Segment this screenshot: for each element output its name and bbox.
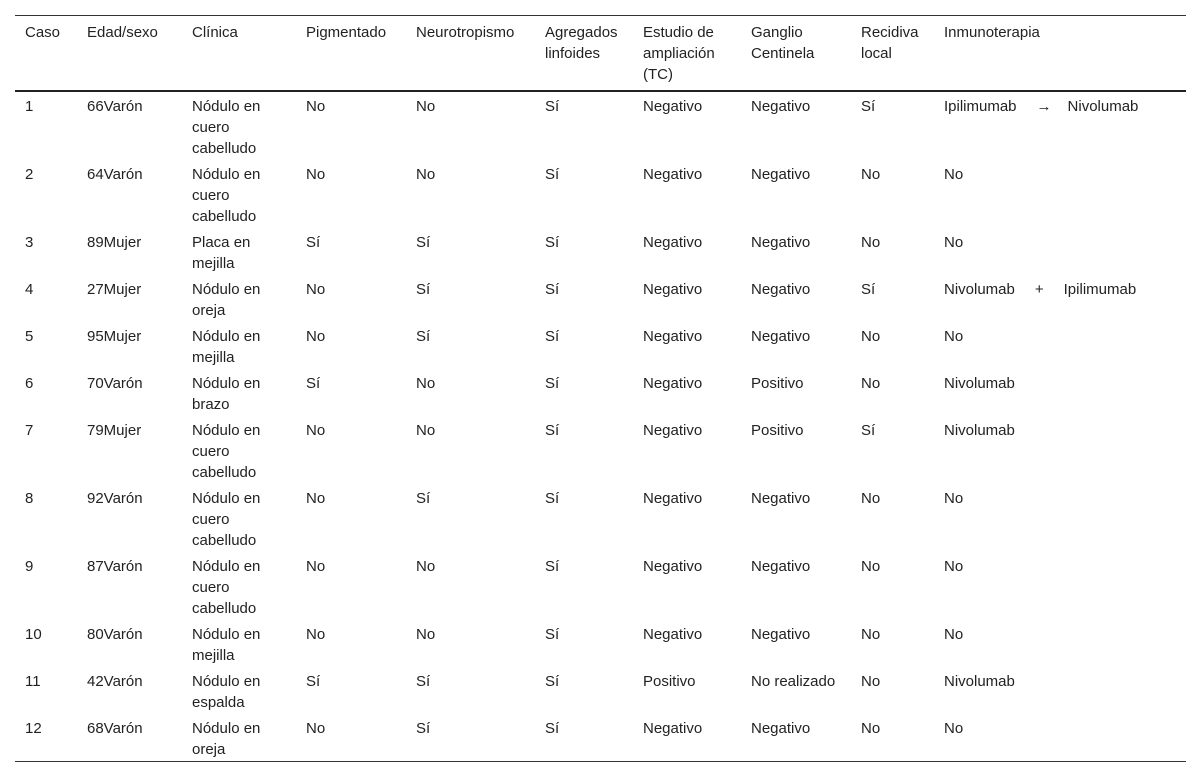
cell-pigmentado: No [306,166,326,183]
cell-pigmentado: No [306,626,326,643]
table-row [15,667,1186,714]
cell-caso: 4 [25,281,34,298]
cell-estudio-ampliacion: Negativo [643,234,703,251]
cell-clinica: Placa en mejilla [192,234,251,272]
cell-clinica: Nódulo en brazo [192,375,261,413]
cell-caso: 5 [25,328,34,345]
cell-clinica: Nódulo en oreja [192,720,261,758]
cell-agregados-linfoides: Sí [545,234,560,251]
header-recidiva-local: Recidiva local [861,24,919,62]
cell-clinica: Nódulo en cuero cabelludo [192,98,261,157]
table-row [15,369,1186,416]
cell-edad-sexo: 66Varón [87,98,143,115]
table-row [15,620,1186,667]
cell-estudio-ampliacion: Negativo [643,626,703,643]
inmunoterapia-drug-first: Nivolumab [944,422,1015,439]
cell-caso: 8 [25,490,34,507]
cell-inmunoterapia [934,275,1186,322]
table-row [15,322,1186,369]
cell-recidiva-local: Sí [861,281,876,298]
cell-agregados-linfoides: Sí [545,558,560,575]
cell-ganglio-centinela: Negativo [751,234,811,251]
cell-pigmentado: No [306,98,326,115]
cell-recidiva-local: No [861,490,881,507]
cell-clinica: Nódulo en cuero cabelludo [192,490,261,549]
inmunoterapia-drug-first: No [944,626,964,643]
cell-agregados-linfoides: Sí [545,166,560,183]
cell-pigmentado: Sí [306,375,321,392]
inmunoterapia-drug-first: Nivolumab [944,281,1015,298]
cell-pigmentado: No [306,328,326,345]
inmunoterapia-drug-second: Ipilimumab [1063,281,1137,298]
table-header [15,16,1186,92]
cell-estudio-ampliacion: Negativo [643,422,703,439]
inmunoterapia-drug-first: No [944,720,964,737]
combination-plus-sign: + [1034,281,1044,298]
cell-neurotropismo: Sí [416,673,431,690]
cell-recidiva-local: No [861,558,881,575]
table-body [15,91,1186,762]
header-pigmentado: Pigmentado [306,24,387,41]
table-row [15,275,1186,322]
header-agregados-linfoides: Agregados linfoides [545,24,618,62]
inmunoterapia-drug-first: Ipilimumab [944,98,1017,115]
cell-ganglio-centinela: Negativo [751,328,811,345]
cell-pigmentado: No [306,558,326,575]
cell-estudio-ampliacion: Negativo [643,558,703,575]
cell-recidiva-local: No [861,626,881,643]
cell-edad-sexo: 79Mujer [87,422,142,439]
cell-caso: 10 [25,626,42,643]
table-row [15,91,1186,160]
cell-agregados-linfoides: Sí [545,281,560,298]
header-clinica: Clínica [192,24,238,41]
header-neurotropismo: Neurotropismo [416,24,515,41]
inmunoterapia-drug-first: No [944,490,964,507]
header-ganglio-centinela: Ganglio Centinela [751,24,815,62]
cell-estudio-ampliacion: Negativo [643,281,703,298]
cell-recidiva-local: No [861,166,881,183]
cell-clinica: Nódulo en espalda [192,673,261,711]
cell-neurotropismo: No [416,626,436,643]
cell-estudio-ampliacion: Negativo [643,490,703,507]
cell-neurotropismo: No [416,422,436,439]
cell-inmunoterapia [934,620,1186,667]
cell-ganglio-centinela: Negativo [751,281,811,298]
cell-neurotropismo: Sí [416,328,431,345]
cell-inmunoterapia [934,552,1186,620]
cell-caso: 1 [25,98,34,115]
cell-agregados-linfoides: Sí [545,328,560,345]
header-inmunoterapia: Inmunoterapia [944,24,1040,41]
cell-neurotropismo: Sí [416,281,431,298]
cell-pigmentado: No [306,490,326,507]
cell-caso: 3 [25,234,34,251]
cell-clinica: Nódulo en cuero cabelludo [192,422,261,481]
cell-ganglio-centinela: Negativo [751,490,811,507]
cell-ganglio-centinela: Negativo [751,720,811,737]
cell-neurotropismo: No [416,558,436,575]
cell-recidiva-local: No [861,328,881,345]
table-row [15,552,1186,620]
inmunoterapia-drug-first: Nivolumab [944,375,1015,392]
cell-agregados-linfoides: Sí [545,720,560,737]
cell-neurotropismo: Sí [416,234,431,251]
cell-estudio-ampliacion: Negativo [643,328,703,345]
cell-edad-sexo: 87Varón [87,558,143,575]
cell-edad-sexo: 27Mujer [87,281,142,298]
inmunoterapia-drug-first: Nivolumab [944,673,1015,690]
cases-table [15,15,1186,762]
inmunoterapia-drug-first: No [944,328,964,345]
cell-inmunoterapia [934,160,1186,228]
cell-agregados-linfoides: Sí [545,673,560,690]
cell-inmunoterapia [934,228,1186,275]
cell-edad-sexo: 95Mujer [87,328,142,345]
cell-caso: 6 [25,375,34,392]
cell-caso: 2 [25,166,34,183]
cell-pigmentado: No [306,422,326,439]
cell-recidiva-local: Sí [861,422,876,439]
cell-inmunoterapia [934,416,1186,484]
cell-ganglio-centinela: Positivo [751,375,804,392]
inmunoterapia-drug-first: No [944,166,964,183]
cell-edad-sexo: 70Varón [87,375,143,392]
header-edad-sexo: Edad/sexo [87,24,158,41]
cell-ganglio-centinela: Negativo [751,558,811,575]
cell-clinica: Nódulo en cuero cabelludo [192,558,261,617]
cell-clinica: Nódulo en mejilla [192,328,261,366]
cell-agregados-linfoides: Sí [545,375,560,392]
cell-estudio-ampliacion: Negativo [643,166,703,183]
cell-clinica: Nódulo en mejilla [192,626,261,664]
cell-inmunoterapia [934,484,1186,552]
cell-caso: 12 [25,720,42,737]
cell-ganglio-centinela: Negativo [751,626,811,643]
cell-agregados-linfoides: Sí [545,626,560,643]
cell-inmunoterapia [934,369,1186,416]
cell-edad-sexo: 64Varón [87,166,143,183]
table-row [15,714,1186,762]
inmunoterapia-drug-first: No [944,558,964,575]
cell-recidiva-local: No [861,375,881,392]
cell-ganglio-centinela: Negativo [751,98,811,115]
cell-clinica: Nódulo en cuero cabelludo [192,166,261,225]
cell-caso: 11 [25,673,41,690]
cell-neurotropismo: No [416,98,436,115]
cell-edad-sexo: 68Varón [87,720,143,737]
cell-inmunoterapia [934,91,1186,160]
cell-neurotropismo: No [416,166,436,183]
cell-inmunoterapia [934,667,1186,714]
cell-ganglio-centinela: Positivo [751,422,804,439]
table-row [15,160,1186,228]
cell-caso: 7 [25,422,34,439]
cell-ganglio-centinela: No realizado [751,673,836,690]
cell-estudio-ampliacion: Negativo [643,375,703,392]
cell-estudio-ampliacion: Positivo [643,673,696,690]
table-container [15,15,1186,762]
cell-neurotropismo: Sí [416,720,431,737]
cell-recidiva-local: No [861,673,881,690]
inmunoterapia-drug-second: Nivolumab [1067,98,1139,115]
cell-recidiva-local: No [861,234,881,251]
cell-agregados-linfoides: Sí [545,422,560,439]
header-row [15,16,1186,92]
header-caso: Caso [25,24,61,41]
cell-recidiva-local: No [861,720,881,737]
table-row [15,228,1186,275]
header-estudio-ampliacion: Estudio de ampliación (TC) [643,24,715,83]
cell-estudio-ampliacion: Negativo [643,720,703,737]
cell-neurotropismo: No [416,375,436,392]
cell-pigmentado: No [306,720,326,737]
cell-edad-sexo: 80Varón [87,626,143,643]
cell-edad-sexo: 42Varón [87,673,143,690]
table-row [15,484,1186,552]
cell-estudio-ampliacion: Negativo [643,98,703,115]
cell-edad-sexo: 89Mujer [87,234,142,251]
cell-neurotropismo: Sí [416,490,431,507]
cell-recidiva-local: Sí [861,98,876,115]
cell-pigmentado: No [306,281,326,298]
cell-clinica: Nódulo en oreja [192,281,261,319]
cell-caso: 9 [25,558,34,575]
cell-agregados-linfoides: Sí [545,98,560,115]
cell-pigmentado: Sí [306,673,321,690]
cell-edad-sexo: 92Varón [87,490,143,507]
cell-pigmentado: Sí [306,234,321,251]
inmunoterapia-drug-first: No [944,234,964,251]
cell-inmunoterapia [934,322,1186,369]
sequence-arrow-icon: → [1036,98,1052,115]
table-row [15,416,1186,484]
cell-agregados-linfoides: Sí [545,490,560,507]
cell-ganglio-centinela: Negativo [751,166,811,183]
cell-inmunoterapia [934,714,1186,762]
